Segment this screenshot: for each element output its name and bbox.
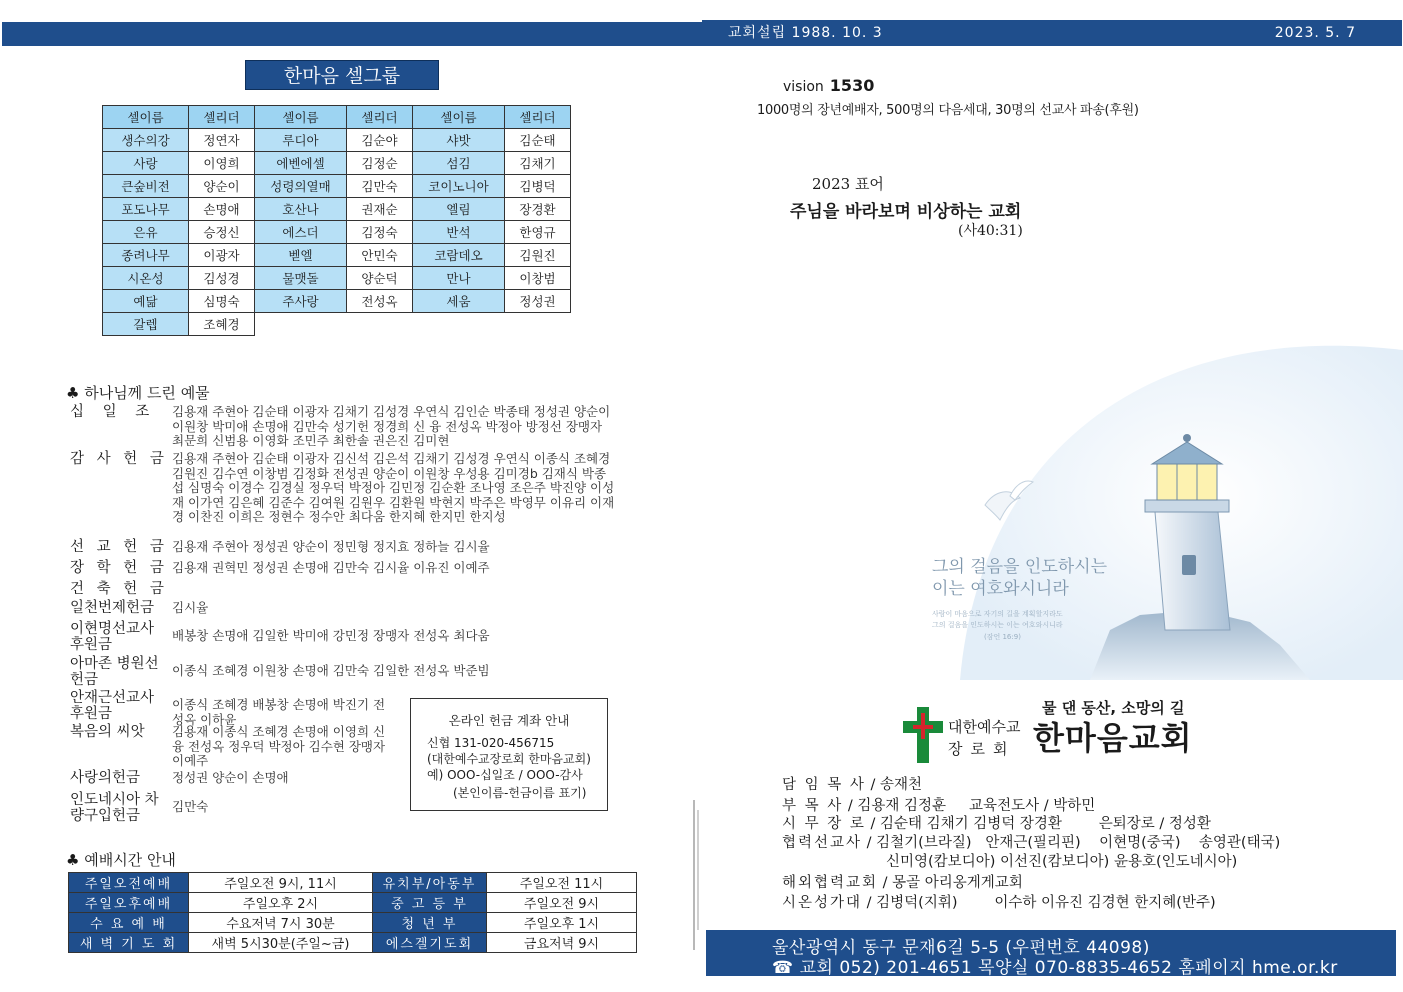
verse-small-3: (잠언 16:9) (984, 633, 1021, 641)
verse-line-2: 이는 여호와시니라 (932, 579, 1069, 599)
offering-label: 인도네시아 차량구입헌금 (70, 792, 159, 824)
cell-name: 벧엘 (255, 244, 347, 267)
service-time: 주일오전 11시 (487, 873, 637, 893)
cell-name: 호산나 (255, 198, 347, 221)
table-row (103, 290, 571, 313)
address-line: 울산광역시 동구 문재6길 5-5 (우편번호 44098) (772, 938, 1150, 958)
offering-names: 김용재 권혁민 정성권 손명애 김만숙 김시율 이유진 이예주 (172, 560, 490, 575)
cell-leader: 김성경 (189, 267, 255, 290)
cell-leader: 장경환 (505, 198, 571, 221)
offering-label: 건 축 헌 금 (70, 581, 168, 597)
service-time: 주일오전 9시 (487, 893, 637, 913)
church-logo-icon (903, 707, 943, 763)
cell-name: 시온성 (103, 267, 189, 290)
offerings-heading: ♣ 하나님께 드린 예물 (66, 384, 210, 402)
contact-line: ☎ 교회 052) 201-4651 목양실 070-8835-4652 홈페이지 hme.or.kr (772, 958, 1338, 978)
cell-name: 갈렙 (103, 313, 189, 336)
cell-leader: 손명애 (189, 198, 255, 221)
staff-names: / 김철기(브라질) 안재근(필리핀) 이현명(중국) 송영관(태국) (862, 835, 1281, 851)
service-time: 주일오후 1시 (487, 913, 637, 933)
cell-table-header: 셀이름 (255, 106, 347, 129)
offering-names: 정성권 양순이 손명애 (172, 770, 289, 785)
established-date: 교회설립 1988. 10. 3 (728, 25, 883, 41)
cell-name: 은유 (103, 221, 189, 244)
church-tagline: 물 댄 동산, 소망의 길 (1042, 699, 1185, 717)
table-row (69, 933, 637, 953)
offering-label: 복음의 씨앗 (70, 724, 145, 740)
service-name: 수 요 예 배 (69, 913, 189, 933)
cell-name: 예닮 (103, 290, 189, 313)
cell-leader: 한영규 (505, 221, 571, 244)
cell-leader: 김정순 (347, 152, 413, 175)
cell-name: 종려나무 (103, 244, 189, 267)
cell-leader: 이영희 (189, 152, 255, 175)
staff-role: 협력선교사 (782, 835, 863, 851)
offering-names: 김용재 주현아 김순태 이광자 김채기 김성경 우연식 김인순 박종태 정성권 양순이 이원창 박미애 손명애 김만숙 성기헌 정경희 신 융 전성옥 박정아 방정선 장맹자 최문희 신범용 이영화 조민주 최한솔 권은진 김미현 (172, 404, 611, 448)
cell-leader (347, 313, 413, 336)
cell-leader: 김순야 (347, 129, 413, 152)
cell-name: 코이노니아 (413, 175, 505, 198)
table-row (103, 198, 571, 221)
cell-name: 샤밧 (413, 129, 505, 152)
table-row (103, 175, 571, 198)
motto-text: 주님을 바라보며 비상하는 교회 (790, 202, 1022, 222)
cell-leader: 이광자 (189, 244, 255, 267)
offering-names: 이종식 조혜경 배봉창 손명애 박진기 전성옥 이하윤 (172, 697, 386, 727)
staff-names: 신미영(캄보디아) 이선진(캄보디아) 윤용호(인도네시아) (886, 854, 1238, 870)
cell-leader: 권재순 (347, 198, 413, 221)
table-row (69, 913, 637, 933)
gallery-icon (1145, 500, 1229, 512)
vision-number: 1530 (829, 76, 875, 95)
offering-label: 일천번제헌금 (70, 600, 155, 616)
staff-role: 시온성가대 (782, 895, 863, 911)
staff-row (782, 871, 1023, 892)
cell-name: 에스더 (255, 221, 347, 244)
cell-name: 반석 (413, 221, 505, 244)
offering-label: 이현명선교사 후원금 (70, 621, 155, 653)
cell-name (413, 313, 505, 336)
offering-label: 사랑의헌금 (70, 770, 141, 786)
verse-small-1: 사람이 마음으로 자기의 길을 계획할지라도 (932, 610, 1063, 618)
service-times-table (68, 872, 637, 953)
cell-leader: 김원진 (505, 244, 571, 267)
lamp-icon (1157, 464, 1217, 500)
staff-names: / 김순태 김채기 김병덕 장경환 은퇴장로 / 정성환 (865, 816, 1211, 832)
offering-label: 감 사 헌 금 (70, 451, 168, 467)
staff-role: 시 무 장 로 (782, 816, 866, 832)
address-band (706, 930, 1396, 976)
header-band (702, 20, 1402, 46)
top-header (0, 20, 1403, 46)
service-name: 주일오전예배 (69, 873, 189, 893)
service-times-heading: ♣ 예배시간 안내 (66, 851, 176, 869)
cell-leader: 김채기 (505, 152, 571, 175)
table-row (103, 313, 571, 336)
staff-row (886, 850, 1237, 871)
service-name: 청 년 부 (373, 913, 487, 933)
staff-role: 해외협력교회 (782, 875, 879, 891)
vertical-print-note (688, 800, 704, 960)
cell-table-header: 셀리더 (189, 106, 255, 129)
cell-name: 사랑 (103, 152, 189, 175)
online-giving-line: (대한예수교장로회 한마음교회) (427, 752, 591, 766)
table-row (69, 873, 637, 893)
cell-name: 세움 (413, 290, 505, 313)
service-name: 중 고 등 부 (373, 893, 487, 913)
cell-group-table (102, 105, 571, 336)
denomination-line-1: 대한예수교 (948, 718, 1021, 736)
window-icon (1182, 555, 1196, 575)
table-row (103, 267, 571, 290)
cell-name: 주사랑 (255, 290, 347, 313)
cell-group-title: 한마음 셀그룹 (245, 60, 439, 90)
cell-leader: 승정신 (189, 221, 255, 244)
table-row (103, 129, 571, 152)
cell-name: 큰숲비전 (103, 175, 189, 198)
cell-leader: 김순태 (505, 129, 571, 152)
cell-name: 에벤에셀 (255, 152, 347, 175)
cell-leader: 조혜경 (189, 313, 255, 336)
cell-name: 섬김 (413, 152, 505, 175)
cell-leader: 김병덕 (505, 175, 571, 198)
cell-table-header-row (103, 106, 571, 129)
cell-leader: 김만숙 (347, 175, 413, 198)
service-name: 에스겔기도회 (373, 933, 487, 953)
bulletin-date: 2023. 5. 7 (1274, 25, 1356, 41)
service-name: 유치부/아동부 (373, 873, 487, 893)
cell-leader: 정연자 (189, 129, 255, 152)
cell-name (255, 313, 347, 336)
online-giving-box (410, 698, 608, 811)
service-time: 금요저녁 9시 (487, 933, 637, 953)
service-time: 수요저녁 7시 30분 (189, 913, 373, 933)
offering-names: 이종식 조혜경 이원창 손명애 김만숙 김일한 전성옥 박준빔 (172, 663, 490, 678)
service-time: 주일오후 2시 (189, 893, 373, 913)
vision-text: 1000명의 장년예배자, 500명의 다음세대, 30명의 선교사 파송(후원) (757, 103, 1139, 118)
table-row (103, 244, 571, 267)
staff-names: / 김병덕(지휘) 이수하 이유진 김경현 한지혜(반주) (862, 895, 1216, 911)
cell-name: 코람데오 (413, 244, 505, 267)
online-giving-line: (본인이름-헌금이름 표기) (453, 786, 587, 800)
offering-names: 김시율 (172, 600, 209, 615)
table-row (103, 152, 571, 175)
cell-leader: 이창범 (505, 267, 571, 290)
staff-row (782, 773, 922, 794)
staff-role: 담 임 목 사 (782, 777, 866, 793)
vision-title (783, 76, 874, 95)
table-row (69, 893, 637, 913)
offering-label: 아마존 병원선헌금 (70, 656, 159, 688)
offering-names: 김용재 이종식 조혜경 손명애 이영희 신 융 전성옥 정우덕 박정아 김수현 장맹자 이예주 (172, 724, 386, 768)
online-giving-title: 온라인 헌금 계좌 안내 (448, 713, 570, 728)
offering-names: 김용재 주현아 정성권 양순이 정민형 정지효 정하늘 김시율 (172, 539, 490, 554)
online-giving-line: 신협 131-020-456715 (427, 736, 555, 750)
cell-name: 포도나무 (103, 198, 189, 221)
cell-name: 생수의강 (103, 129, 189, 152)
motto-reference: (사40:31) (958, 223, 1023, 239)
offering-names: 김용재 주현아 김순태 이광자 김신석 김은석 김채기 김성경 우연식 이종식 조혜경 김원진 김수연 이창범 김정화 전성권 양순이 이원창 우성용 김미경b 김재식 박종섭 심명숙 이경수 김경실 정우덕 박정아 김민정 김순환 조나영 조은주 박진양 이성재 이가연 김은혜 김준수 김여원 김원우 김환원 박현지 박주은 박영무 이유리 이재경 이찬진 이희은 정현수 정수안 최다움 한지혜 한지민 한지성 (172, 451, 615, 524)
staff-row (782, 891, 1216, 912)
cell-name: 루디아 (255, 129, 347, 152)
staff-names: / 송재천 (865, 777, 922, 793)
cell-leader: 김정숙 (347, 221, 413, 244)
left-header-strip (2, 22, 702, 46)
cell-table-header: 셀리더 (347, 106, 413, 129)
cell-leader: 정성권 (505, 290, 571, 313)
staff-names: / 김용재 김정훈 교육전도사 / 박하민 (843, 798, 1096, 814)
church-name: 한마음교회 (1033, 719, 1193, 757)
cell-leader: 양순이 (189, 175, 255, 198)
vision-label: vision (783, 79, 824, 95)
cell-leader: 심명숙 (189, 290, 255, 313)
staff-row (782, 831, 1280, 852)
service-time: 새벽 5시30분(주일~금) (189, 933, 373, 953)
cell-leader (505, 313, 571, 336)
offering-label: 선 교 헌 금 (70, 539, 168, 555)
verse-small-2: 그의 걸음을 인도하시는 이는 여호와시니라 (932, 621, 1063, 629)
cell-leader: 양순덕 (347, 267, 413, 290)
staff-role: 부 목 사 (782, 798, 844, 814)
cell-table-header: 셀이름 (103, 106, 189, 129)
lighthouse-illustration (900, 330, 1403, 680)
service-name: 주일오후예배 (69, 893, 189, 913)
cell-leader: 전성옥 (347, 290, 413, 313)
offering-label: 안재근선교사 후원금 (70, 690, 155, 722)
service-name: 새 벽 기 도 회 (69, 933, 189, 953)
cell-table-header: 셀이름 (413, 106, 505, 129)
service-time: 주일오전 9시, 11시 (189, 873, 373, 893)
offering-label: 십 일 조 (70, 404, 157, 420)
cell-name: 성령의열매 (255, 175, 347, 198)
staff-row (782, 812, 1211, 833)
cell-name: 엘림 (413, 198, 505, 221)
offering-label: 장 학 헌 금 (70, 560, 168, 576)
offering-names: 배봉창 손명애 김일한 박미애 강민정 장맹자 전성옥 최다움 (172, 628, 490, 643)
denomination-line-2: 장로회 (948, 740, 1016, 758)
cell-table-header: 셀리더 (505, 106, 571, 129)
offering-names: 김만숙 (172, 799, 209, 814)
cell-name: 물맷돌 (255, 267, 347, 290)
motto-year: 2023 표어 (812, 175, 884, 193)
cell-leader: 안민숙 (347, 244, 413, 267)
verse-line-1: 그의 걸음을 인도하시는 (932, 557, 1108, 577)
online-giving-line: 예) OOO-십일조 / OOO-감사 (427, 768, 583, 782)
table-row (103, 221, 571, 244)
cell-name: 만나 (413, 267, 505, 290)
staff-names: / 몽골 아리옹게게교회 (878, 875, 1023, 891)
